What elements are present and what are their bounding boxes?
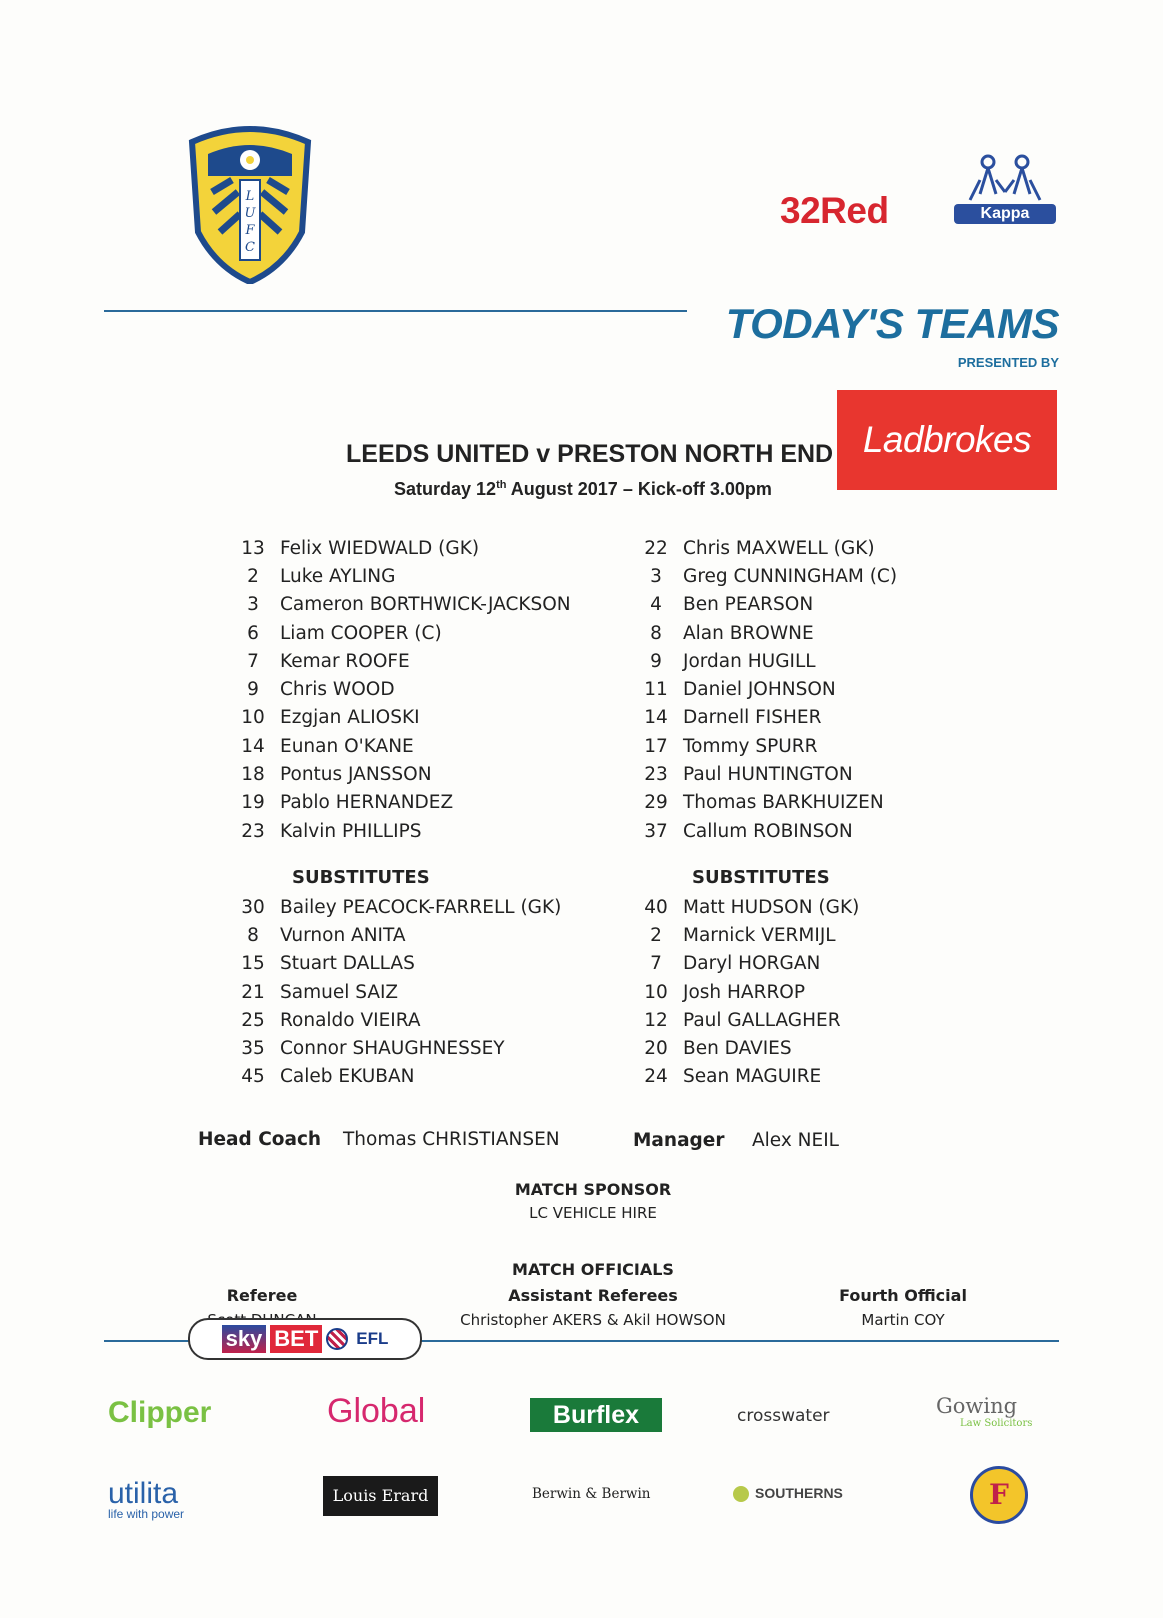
player-number: 25 (241, 1009, 265, 1031)
head-coach-label: Head Coach (198, 1129, 322, 1150)
efl-wordmark: EFL (356, 1329, 389, 1348)
home-starter-row (222, 647, 571, 675)
player-name: Felix WIEDWALD (GK) (280, 537, 480, 559)
player-name: Liam COOPER (C) (280, 622, 442, 644)
player-number: 29 (644, 792, 668, 814)
page-title: TODAY'S TEAMS (725, 300, 1059, 347)
assistant-referees-label: Assistant Referees (508, 1286, 678, 1305)
away-subs-heading: SUBSTITUTES (692, 867, 830, 888)
referee-label: Referee (226, 1286, 298, 1305)
player-name: Bailey PEACOCK-FARRELL (GK) (280, 896, 562, 918)
home-sub-row (222, 1006, 561, 1034)
away-starter-row (625, 619, 897, 647)
player-name: Pontus JANSSON (280, 764, 432, 786)
player-name: Chris WOOD (280, 679, 395, 701)
fixture-title: LEEDS UNITED v PRESTON NORTH END (346, 440, 834, 468)
away-sub-row (625, 893, 859, 921)
player-name: Luke AYLING (280, 565, 396, 587)
home-starter-row (222, 760, 571, 788)
assistant-referees-names: Christopher AKERS & Akil HOWSON (460, 1311, 726, 1329)
away-starter-row (625, 760, 897, 788)
player-name: Eunan O'KANE (280, 735, 414, 757)
player-number: 14 (644, 707, 668, 729)
player-name: Paul HUNTINGTON (683, 764, 853, 786)
player-number: 45 (241, 1066, 265, 1088)
gowing-logo: Gowing Law Solicitors (936, 1394, 1033, 1429)
player-number: 11 (644, 679, 668, 701)
player-number: 17 (644, 735, 668, 757)
player-number: 10 (241, 707, 265, 729)
player-name: Daryl HORGAN (683, 953, 821, 975)
home-starter-row (222, 619, 571, 647)
southerns-ball-icon (733, 1486, 749, 1502)
player-number: 14 (241, 735, 265, 757)
home-sub-row (222, 950, 561, 978)
player-number: 2 (247, 565, 259, 587)
player-name: Kalvin PHILLIPS (280, 820, 422, 842)
head-coach-name: Thomas CHRISTIANSEN (343, 1129, 560, 1150)
svg-text:C: C (245, 240, 255, 255)
player-name: Samuel SAIZ (280, 981, 399, 1003)
away-subs-list (625, 893, 859, 1091)
player-number: 12 (644, 1009, 668, 1031)
player-number: 13 (241, 537, 265, 559)
home-starter-row (222, 789, 571, 817)
player-number: 19 (241, 792, 265, 814)
away-starter-row (625, 732, 897, 760)
away-starter-row (625, 704, 897, 732)
sky-wordmark: sky (222, 1325, 267, 1353)
player-name: Ben DAVIES (683, 1038, 792, 1060)
player-name: Daniel JOHNSON (683, 679, 836, 701)
home-sub-row (222, 978, 561, 1006)
kappa-figures-icon (950, 150, 1060, 210)
fosters-logo: F (970, 1466, 1028, 1524)
home-starter-row (222, 732, 571, 760)
player-name: Ezgjan ALIOSKI (280, 707, 420, 729)
sponsor-32red-logo: 32Red (780, 190, 889, 231)
berwin-logo: Berwin & Berwin (532, 1486, 651, 1502)
player-name: Pablo HERNANDEZ (280, 792, 454, 814)
player-name: Darnell FISHER (683, 707, 822, 729)
player-name: Alan BROWNE (683, 622, 814, 644)
player-number: 23 (241, 820, 265, 842)
player-name: Tommy SPURR (683, 735, 818, 757)
player-number: 9 (247, 679, 259, 701)
player-name: Caleb EKUBAN (280, 1066, 415, 1088)
player-name: Callum ROBINSON (683, 820, 853, 842)
player-name: Josh HARROP (683, 981, 806, 1003)
player-name: Ben PEARSON (683, 594, 814, 616)
match-officials-heading: MATCH OFFICIALS (512, 1260, 674, 1279)
fourth-official-name: Martin COY (861, 1311, 945, 1329)
home-sub-row (222, 921, 561, 949)
player-name: Sean MAGUIRE (683, 1066, 822, 1088)
louis-erard-logo: Louis Erard (323, 1476, 438, 1516)
player-number: 22 (644, 537, 668, 559)
away-starter-row (625, 817, 897, 845)
player-number: 24 (644, 1066, 668, 1088)
away-sub-row (625, 1063, 859, 1091)
home-starter-row (222, 675, 571, 703)
header-rule (104, 310, 687, 312)
player-number: 8 (247, 924, 259, 946)
player-name: Greg CUNNINGHAM (C) (683, 565, 898, 587)
clipper-logo: Clipper (108, 1396, 212, 1429)
player-name: Ronaldo VIEIRA (280, 1009, 421, 1031)
player-name: Vurnon ANITA (280, 924, 406, 946)
player-name: Connor SHAUGHNESSEY (280, 1038, 505, 1060)
player-name: Stuart DALLAS (280, 953, 415, 975)
manager-label: Manager (633, 1130, 725, 1151)
player-number: 20 (644, 1038, 668, 1060)
home-starters-list (222, 534, 571, 845)
home-starter-row (222, 591, 571, 619)
player-number: 4 (650, 594, 662, 616)
away-starters-list (625, 534, 897, 845)
skybet-efl-logo (188, 1318, 422, 1360)
home-subs-list (222, 893, 561, 1091)
away-starter-row (625, 534, 897, 562)
player-number: 18 (241, 764, 265, 786)
svg-text:U: U (244, 206, 256, 221)
player-number: 3 (650, 565, 662, 587)
away-sub-row (625, 1034, 859, 1062)
player-number: 3 (247, 594, 259, 616)
player-number: 2 (650, 924, 662, 946)
svg-text:F: F (245, 223, 255, 238)
player-number: 7 (650, 953, 662, 975)
away-starter-row (625, 562, 897, 590)
burflex-logo: Burflex (530, 1398, 662, 1432)
match-sponsor-name: LC VEHICLE HIRE (529, 1204, 657, 1222)
home-starter-row (222, 562, 571, 590)
fixture-date: Saturday 12th August 2017 – Kick-off 3.00pm (394, 479, 772, 499)
away-starter-row (625, 675, 897, 703)
player-number: 9 (650, 650, 662, 672)
player-name: Kemar ROOFE (280, 650, 410, 672)
player-number: 37 (644, 820, 668, 842)
home-starter-row (222, 534, 571, 562)
player-number: 8 (650, 622, 662, 644)
efl-ball-icon (326, 1328, 348, 1350)
player-number: 40 (644, 896, 668, 918)
player-name: Chris MAXWELL (GK) (683, 537, 875, 559)
player-number: 30 (241, 896, 265, 918)
match-sponsor-heading: MATCH SPONSOR (514, 1180, 672, 1199)
player-name: Cameron BORTHWICK-JACKSON (280, 594, 571, 616)
home-sub-row (222, 893, 561, 921)
home-sub-row (222, 1063, 561, 1091)
player-number: 10 (644, 981, 668, 1003)
kappa-logo (950, 150, 1060, 230)
home-sub-row (222, 1034, 561, 1062)
away-starter-row (625, 789, 897, 817)
player-name: Matt HUDSON (GK) (683, 896, 860, 918)
player-name: Jordan HUGILL (683, 650, 816, 672)
presented-by-label: PRESENTED BY (957, 355, 1059, 370)
manager-name: Alex NEIL (752, 1130, 839, 1151)
fourth-official-label: Fourth Official (839, 1286, 967, 1305)
away-sub-row (625, 921, 859, 949)
player-number: 6 (247, 622, 259, 644)
player-number: 35 (241, 1038, 265, 1060)
home-subs-heading: SUBSTITUTES (292, 867, 430, 888)
player-name: Paul GALLAGHER (683, 1009, 841, 1031)
away-sub-row (625, 978, 859, 1006)
away-sub-row (625, 950, 859, 978)
player-name: Thomas BARKHUIZEN (683, 792, 884, 814)
player-name: Marnick VERMIJL (683, 924, 836, 946)
kappa-wordmark: Kappa (954, 204, 1056, 224)
bet-wordmark: BET (270, 1325, 322, 1353)
player-number: 7 (247, 650, 259, 672)
global-logo: Global (327, 1392, 426, 1430)
player-number: 23 (644, 764, 668, 786)
away-starter-row (625, 647, 897, 675)
crosswater-logo: crosswater (737, 1406, 830, 1426)
leeds-united-crest-icon (184, 122, 316, 284)
southerns-logo: SOUTHERNS (733, 1485, 843, 1502)
ladbrokes-logo: Ladbrokes (837, 390, 1057, 490)
player-number: 21 (241, 981, 265, 1003)
home-starter-row (222, 704, 571, 732)
player-number: 15 (241, 953, 265, 975)
away-starter-row (625, 591, 897, 619)
away-sub-row (625, 1006, 859, 1034)
home-starter-row (222, 817, 571, 845)
crest-letter-l: L (245, 189, 255, 204)
utilita-logo: utilita life with power (108, 1477, 185, 1521)
